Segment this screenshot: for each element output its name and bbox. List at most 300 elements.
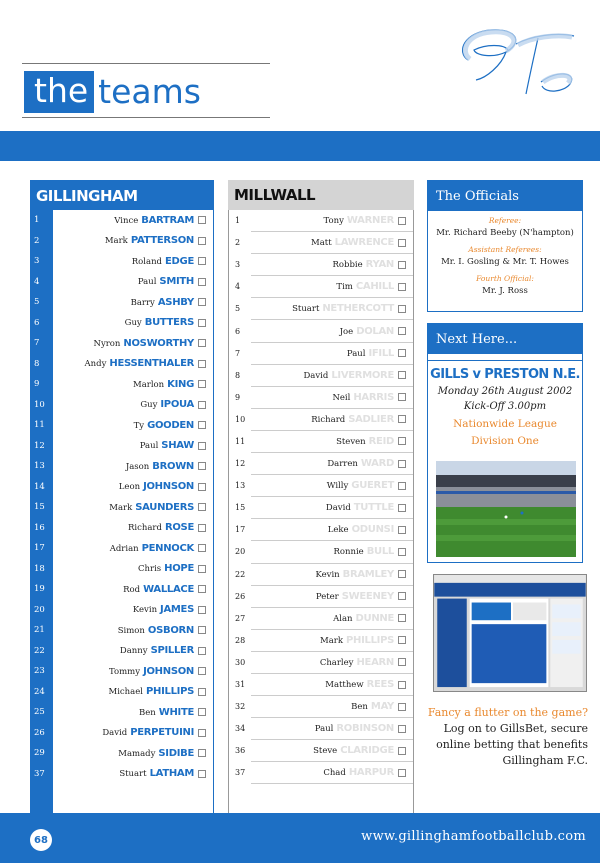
- player-checkbox[interactable]: [398, 239, 406, 247]
- player-checkbox[interactable]: [398, 658, 406, 666]
- player-first-name: Michael: [108, 687, 143, 698]
- gillingham-team-list: [30, 180, 214, 822]
- player-checkbox[interactable]: [198, 257, 206, 265]
- player-name: [251, 436, 398, 447]
- player-checkbox[interactable]: [398, 526, 406, 534]
- squad-number: 2: [235, 238, 241, 248]
- player-row: [235, 630, 413, 652]
- player-surname: EDGE: [165, 255, 194, 267]
- player-first-name: Joe: [339, 326, 354, 337]
- squad-number: 23: [34, 666, 45, 677]
- player-name: [251, 348, 398, 359]
- player-row: [34, 620, 213, 641]
- millwall-team-list: [228, 180, 414, 822]
- player-first-name: Mamady: [118, 748, 156, 759]
- player-checkbox[interactable]: [398, 548, 406, 556]
- player-surname: ROSE: [164, 522, 194, 534]
- player-first-name: Richard: [128, 523, 162, 534]
- player-checkbox[interactable]: [398, 217, 406, 225]
- player-surname: CLARIDGE: [340, 745, 394, 757]
- player-checkbox[interactable]: [198, 442, 206, 450]
- player-name: [53, 727, 198, 738]
- player-surname: WARD: [360, 458, 394, 470]
- player-row: [235, 210, 413, 232]
- player-name: [251, 303, 398, 314]
- player-surname: BUTTERS: [144, 317, 194, 329]
- player-checkbox[interactable]: [198, 688, 206, 696]
- player-name: [53, 379, 198, 390]
- player-first-name: David: [102, 728, 128, 739]
- player-name: [53, 235, 198, 246]
- player-first-name: David: [303, 370, 329, 381]
- player-row: [34, 702, 213, 723]
- player-name: [53, 317, 198, 328]
- player-surname: LAWRENCE: [334, 237, 394, 249]
- footer-url[interactable]: www.gillinghamfootballclub.com: [361, 829, 586, 844]
- player-name: [251, 657, 398, 668]
- player-checkbox[interactable]: [198, 380, 206, 388]
- player-first-name: Mark: [109, 502, 133, 513]
- player-name: [251, 502, 398, 513]
- player-checkbox[interactable]: [198, 708, 206, 716]
- player-first-name: Steven: [336, 436, 366, 447]
- player-row: [34, 723, 213, 744]
- player-row: [235, 254, 413, 276]
- player-row: [34, 579, 213, 600]
- player-surname: KING: [167, 378, 194, 390]
- player-row: [34, 313, 213, 334]
- title-teams: teams: [98, 72, 201, 111]
- player-first-name: Tony: [323, 216, 344, 227]
- player-first-name: Robbie: [332, 260, 363, 271]
- player-row: [34, 436, 213, 457]
- player-surname: REES: [366, 679, 394, 691]
- player-surname: CAHILL: [355, 281, 394, 293]
- player-first-name: Barry: [130, 297, 155, 308]
- club-logo: [446, 22, 586, 114]
- squad-number: 22: [34, 645, 45, 656]
- blue-band: [0, 131, 600, 161]
- player-surname: SMITH: [159, 276, 194, 288]
- player-name: [53, 420, 198, 431]
- page-title: [24, 69, 268, 115]
- player-surname: BRAMLEY: [342, 568, 394, 580]
- player-row: [34, 333, 213, 354]
- gillingham-header: GILLINGHAM: [30, 180, 214, 210]
- player-row: [34, 600, 213, 621]
- player-row: [235, 519, 413, 541]
- squad-number: 36: [235, 746, 246, 756]
- player-row: [34, 415, 213, 436]
- player-checkbox[interactable]: [198, 503, 206, 511]
- player-name: [251, 215, 398, 226]
- player-row: [235, 762, 413, 784]
- player-first-name: Peter: [315, 591, 339, 602]
- squad-number: 30: [235, 657, 246, 667]
- player-name: [251, 767, 398, 778]
- player-checkbox[interactable]: [198, 401, 206, 409]
- player-surname: HEARN: [356, 656, 394, 668]
- player-first-name: Matthew: [325, 680, 364, 691]
- player-name: [251, 392, 398, 403]
- promo-headline: Fancy a flutter on the game?: [427, 706, 588, 719]
- player-surname: NETHERCOTT: [322, 303, 394, 315]
- player-surname: PERPETUINI: [130, 727, 194, 739]
- player-checkbox[interactable]: [398, 261, 406, 269]
- player-checkbox[interactable]: [398, 283, 406, 291]
- player-name: [53, 625, 198, 636]
- title-the: the: [24, 71, 94, 113]
- player-row: [34, 661, 213, 682]
- player-row: [235, 696, 413, 718]
- player-surname: HESSENTHALER: [109, 358, 194, 370]
- player-surname: IPOUA: [160, 399, 194, 411]
- next-match: GILLS v PRESTON N.E.: [428, 360, 582, 382]
- league-line-2: Division One: [471, 435, 539, 447]
- player-row: [235, 608, 413, 630]
- squad-number: 6: [34, 317, 40, 328]
- player-checkbox[interactable]: [198, 298, 206, 306]
- squad-number: 15: [34, 502, 45, 513]
- next-here-box: [427, 323, 583, 563]
- stadium-photo: [436, 461, 576, 557]
- player-first-name: Stuart: [292, 304, 320, 315]
- player-surname: TUTTLE: [353, 502, 394, 514]
- player-surname: SWEENEY: [341, 590, 394, 602]
- squad-number: 9: [34, 379, 40, 390]
- kickoff-time: Kick-Off 3.00pm: [463, 401, 547, 412]
- player-row: [235, 343, 413, 365]
- player-name: [53, 686, 198, 697]
- player-row: [235, 365, 413, 387]
- player-checkbox[interactable]: [398, 614, 406, 622]
- player-checkbox[interactable]: [398, 681, 406, 689]
- player-row: [34, 641, 213, 662]
- squad-number: 8: [34, 358, 40, 369]
- player-checkbox[interactable]: [198, 606, 206, 614]
- player-checkbox[interactable]: [198, 524, 206, 532]
- player-first-name: Paul: [137, 277, 157, 288]
- player-name: [53, 707, 198, 718]
- player-surname: WALLACE: [143, 583, 194, 595]
- player-name: [251, 414, 398, 425]
- player-name: [251, 723, 398, 734]
- player-checkbox[interactable]: [398, 327, 406, 335]
- player-name: [251, 591, 398, 602]
- player-first-name: Adrian: [109, 543, 139, 554]
- squad-number: 1: [235, 216, 241, 226]
- squad-number: 11: [235, 436, 246, 446]
- player-surname: RYAN: [365, 259, 394, 271]
- player-first-name: Mark: [104, 236, 128, 247]
- player-checkbox[interactable]: [198, 216, 206, 224]
- player-surname: GUERET: [351, 480, 394, 492]
- player-row: [235, 740, 413, 762]
- player-name: [251, 546, 398, 557]
- squad-number: 7: [34, 338, 40, 349]
- player-name: [53, 543, 198, 554]
- squad-number: 18: [34, 563, 45, 574]
- squad-number: 3: [34, 256, 40, 267]
- player-surname: BROWN: [152, 460, 194, 472]
- header-rule-bottom: [22, 117, 270, 118]
- squad-number: 26: [34, 727, 45, 738]
- player-first-name: Ben: [351, 702, 368, 713]
- player-first-name: Jason: [125, 461, 150, 472]
- player-checkbox[interactable]: [398, 393, 406, 401]
- gillsbet-promo: [420, 705, 588, 769]
- player-surname: HOPE: [164, 563, 194, 575]
- squad-number: 21: [34, 625, 45, 636]
- player-surname: ROBINSON: [336, 723, 394, 735]
- player-first-name: Marlon: [132, 379, 165, 390]
- player-row: [235, 652, 413, 674]
- player-row: [235, 409, 413, 431]
- next-match-date: Monday 26th August 2002: [437, 386, 573, 397]
- player-first-name: Paul: [346, 348, 366, 359]
- player-row: [235, 475, 413, 497]
- player-surname: OSBORN: [147, 624, 194, 636]
- player-name: [53, 666, 198, 677]
- squad-number: 34: [235, 724, 246, 734]
- player-first-name: Leke: [327, 525, 349, 536]
- assistants-names: Mr. I. Gosling & Mr. T. Howes: [441, 257, 569, 267]
- player-checkbox[interactable]: [198, 749, 206, 757]
- squad-number: 3: [235, 260, 241, 270]
- header-rule-top: [22, 63, 270, 64]
- player-first-name: Kevin: [132, 605, 158, 616]
- player-checkbox[interactable]: [198, 237, 206, 245]
- player-name: [53, 297, 198, 308]
- player-checkbox[interactable]: [198, 565, 206, 573]
- squad-number: 37: [235, 768, 246, 778]
- player-surname: BULL: [366, 546, 394, 558]
- player-first-name: Andy: [84, 359, 107, 370]
- league-line-1: Nationwide League: [453, 418, 557, 430]
- squad-number: 32: [235, 702, 246, 712]
- player-row: [235, 586, 413, 608]
- player-row: [34, 538, 213, 559]
- player-checkbox[interactable]: [198, 647, 206, 655]
- player-checkbox[interactable]: [398, 482, 406, 490]
- player-row: [235, 276, 413, 298]
- squad-number: 4: [235, 282, 241, 292]
- player-first-name: David: [325, 503, 351, 514]
- player-surname: ASHBY: [157, 296, 194, 308]
- player-row: [235, 674, 413, 696]
- squad-number: 19: [34, 584, 45, 595]
- player-name: [53, 522, 198, 533]
- player-checkbox[interactable]: [198, 339, 206, 347]
- player-checkbox[interactable]: [398, 305, 406, 313]
- player-surname: PHILLIPS: [145, 686, 194, 698]
- player-name: [53, 563, 198, 574]
- squad-number: 13: [34, 461, 45, 472]
- squad-number: 6: [235, 326, 241, 336]
- player-name: [53, 645, 198, 656]
- player-row: [34, 518, 213, 539]
- millwall-header: MILLWALL: [228, 180, 414, 210]
- player-row: [235, 387, 413, 409]
- player-name: [53, 502, 198, 513]
- player-surname: JOHNSON: [143, 665, 194, 677]
- player-name: [251, 701, 398, 712]
- squad-number: 20: [235, 547, 246, 557]
- player-first-name: Stuart: [119, 769, 147, 780]
- player-surname: JAMES: [160, 604, 194, 616]
- officials-box: [427, 180, 583, 312]
- player-surname: SHAW: [161, 440, 194, 452]
- player-name: [251, 745, 398, 756]
- squad-number: 1: [34, 215, 40, 226]
- squad-number: 22: [235, 569, 246, 579]
- player-checkbox[interactable]: [198, 544, 206, 552]
- player-row: [34, 272, 213, 293]
- player-first-name: Matt: [311, 238, 332, 249]
- squad-number: 13: [235, 481, 246, 491]
- player-name: [53, 215, 198, 226]
- player-first-name: Simon: [117, 625, 145, 636]
- player-first-name: Ronnie: [333, 547, 364, 558]
- player-checkbox[interactable]: [398, 747, 406, 755]
- player-row: [235, 320, 413, 342]
- player-row: [34, 395, 213, 416]
- player-checkbox[interactable]: [398, 636, 406, 644]
- player-name: [251, 281, 398, 292]
- player-row: [34, 354, 213, 375]
- player-surname: JOHNSON: [143, 481, 194, 493]
- squad-number: 12: [235, 459, 246, 469]
- squad-number: 20: [34, 604, 45, 615]
- squad-number: 17: [34, 543, 45, 554]
- player-checkbox[interactable]: [198, 319, 206, 327]
- player-checkbox[interactable]: [398, 437, 406, 445]
- player-row: [34, 764, 213, 785]
- player-checkbox[interactable]: [198, 770, 206, 778]
- squad-number: 27: [235, 613, 246, 623]
- fourth-official-label: Fourth Official:: [476, 274, 534, 283]
- player-surname: PATTERSON: [130, 235, 194, 247]
- player-name: [53, 276, 198, 287]
- player-row: [34, 292, 213, 313]
- player-checkbox[interactable]: [198, 483, 206, 491]
- player-checkbox[interactable]: [198, 462, 206, 470]
- player-name: [53, 440, 198, 451]
- player-name: [53, 481, 198, 492]
- player-first-name: Nyron: [93, 338, 121, 349]
- player-checkbox[interactable]: [198, 729, 206, 737]
- player-checkbox[interactable]: [198, 667, 206, 675]
- player-checkbox[interactable]: [398, 504, 406, 512]
- player-name: [53, 748, 198, 759]
- player-first-name: Vince: [114, 215, 139, 226]
- squad-number: 37: [34, 768, 45, 779]
- player-name: [251, 524, 398, 535]
- player-checkbox[interactable]: [398, 460, 406, 468]
- player-first-name: Kevin: [315, 569, 340, 580]
- player-name: [251, 259, 398, 270]
- player-first-name: Mark: [319, 635, 343, 646]
- squad-number: 15: [235, 503, 246, 513]
- squad-number: 17: [235, 525, 246, 535]
- player-first-name: Neil: [332, 392, 351, 403]
- player-first-name: Steve: [313, 746, 338, 757]
- player-checkbox[interactable]: [398, 349, 406, 357]
- player-row: [235, 453, 413, 475]
- player-checkbox[interactable]: [398, 570, 406, 578]
- player-first-name: Danny: [119, 646, 148, 657]
- player-name: [251, 679, 398, 690]
- player-checkbox[interactable]: [398, 769, 406, 777]
- player-checkbox[interactable]: [398, 592, 406, 600]
- player-checkbox[interactable]: [398, 703, 406, 711]
- fourth-official-name: Mr. J. Ross: [482, 286, 528, 296]
- officials-title: The Officials: [428, 181, 582, 211]
- player-row: [235, 431, 413, 453]
- player-surname: DOLAN: [356, 325, 394, 337]
- squad-number: 25: [34, 707, 45, 718]
- player-row: [235, 497, 413, 519]
- player-name: [251, 613, 398, 624]
- player-first-name: Guy: [140, 400, 158, 411]
- player-surname: LATHAM: [149, 768, 194, 780]
- player-row: [34, 477, 213, 498]
- player-surname: SADLIER: [348, 413, 394, 425]
- player-surname: BARTRAM: [141, 214, 194, 226]
- player-first-name: Tommy: [109, 666, 141, 677]
- player-surname: NOSWORTHY: [123, 337, 194, 349]
- player-checkbox[interactable]: [398, 725, 406, 733]
- squad-number: 5: [34, 297, 40, 308]
- player-checkbox[interactable]: [398, 371, 406, 379]
- player-name: [53, 584, 198, 595]
- player-name: [251, 569, 398, 580]
- player-surname: HARPUR: [348, 767, 394, 779]
- player-checkbox[interactable]: [198, 626, 206, 634]
- player-checkbox[interactable]: [198, 278, 206, 286]
- squad-number: 24: [34, 686, 45, 697]
- player-name: [251, 237, 398, 248]
- player-surname: SPILLER: [150, 645, 194, 657]
- player-checkbox[interactable]: [198, 360, 206, 368]
- player-row: [235, 718, 413, 740]
- player-first-name: Roland: [131, 256, 163, 267]
- squad-number: 29: [34, 748, 45, 759]
- player-row: [34, 559, 213, 580]
- player-row: [34, 456, 213, 477]
- player-first-name: Chris: [138, 564, 162, 575]
- player-surname: REID: [368, 435, 394, 447]
- website-screenshot: [433, 574, 587, 692]
- player-row: [34, 251, 213, 272]
- next-here-title: Next Here...: [428, 324, 582, 354]
- player-name: [251, 326, 398, 337]
- player-name: [251, 480, 398, 491]
- player-surname: DUNNE: [355, 612, 394, 624]
- player-row: [235, 564, 413, 586]
- player-first-name: Chad: [323, 768, 346, 779]
- player-name: [53, 256, 198, 267]
- player-first-name: Darren: [327, 459, 358, 470]
- player-surname: ODUNSI: [351, 524, 394, 536]
- player-checkbox[interactable]: [398, 415, 406, 423]
- squad-number: 16: [34, 522, 45, 533]
- player-name: [251, 635, 398, 646]
- player-checkbox[interactable]: [198, 421, 206, 429]
- player-checkbox[interactable]: [198, 585, 206, 593]
- player-first-name: Charley: [319, 657, 354, 668]
- player-first-name: Paul: [314, 724, 334, 735]
